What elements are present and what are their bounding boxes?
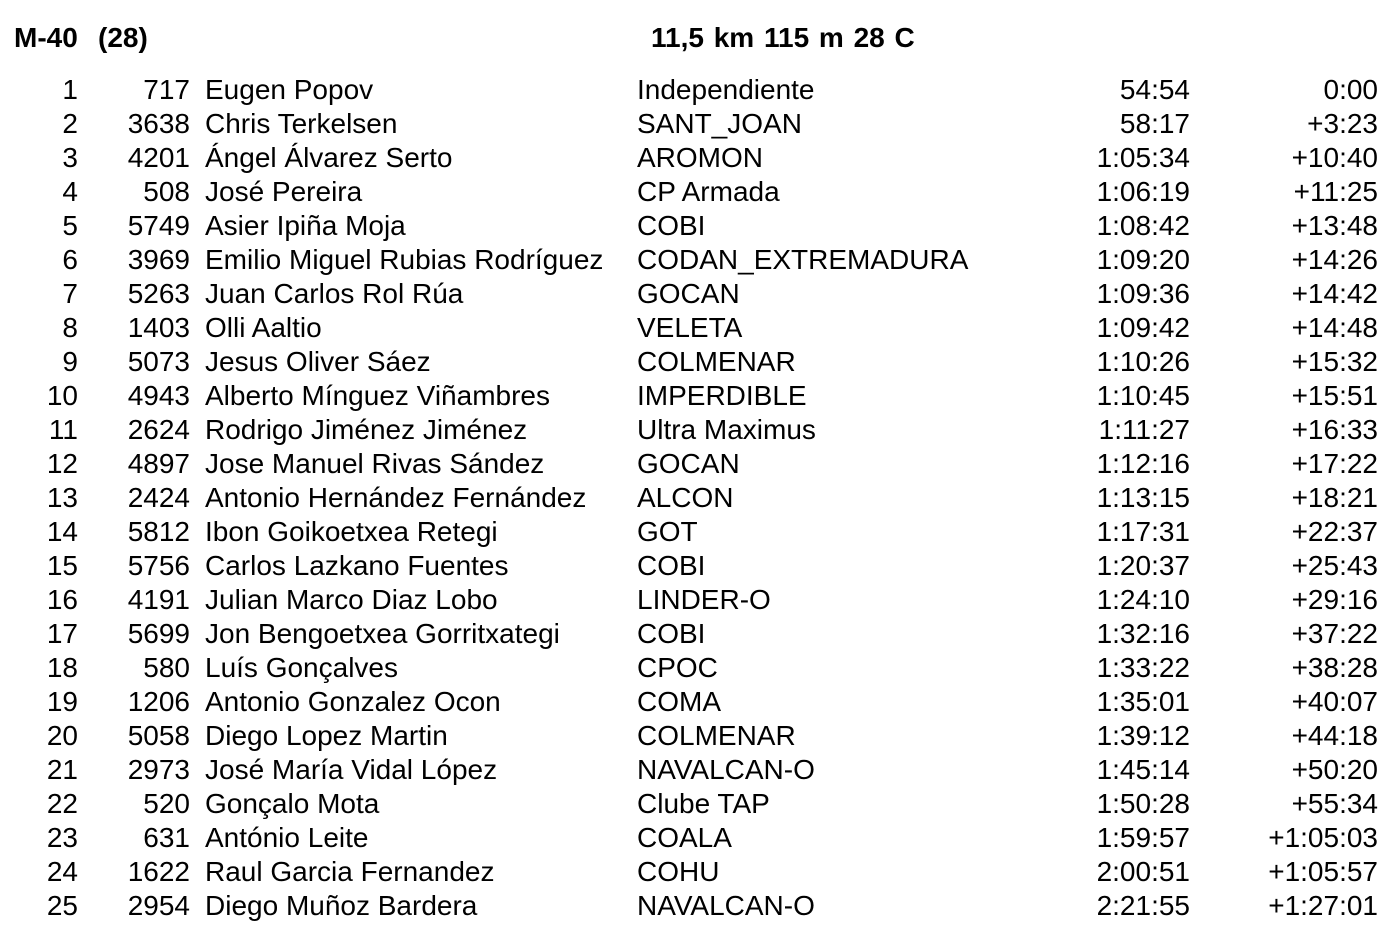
result-club: Clube TAP	[637, 788, 770, 819]
result-row	[0, 718, 1398, 752]
result-row	[0, 310, 1398, 344]
result-time: 1:10:26	[1096, 346, 1190, 377]
result-time-behind: +1:27:01	[1268, 890, 1378, 921]
result-time: 1:50:28	[1096, 788, 1190, 819]
result-time: 54:54	[1119, 74, 1190, 105]
result-position: 7	[62, 278, 78, 309]
result-row	[0, 514, 1398, 548]
result-runner-name: Eugen Popov	[205, 74, 374, 105]
result-runner-name: Luís Gonçalves	[205, 652, 398, 683]
result-time-behind: +11:25	[1293, 176, 1378, 207]
result-runner-name: Julian Marco Diaz Lobo	[205, 584, 498, 615]
result-position: 3	[62, 142, 78, 173]
result-club: SANT_JOAN	[637, 108, 802, 139]
result-bib-number: 520	[143, 788, 190, 819]
result-bib-number: 2624	[127, 414, 190, 445]
result-runner-name: Gonçalo Mota	[205, 788, 380, 819]
result-runner-name: Antonio Gonzalez Ocon	[205, 686, 501, 717]
result-position: 19	[46, 686, 78, 717]
result-row	[0, 616, 1398, 650]
result-runner-name: Chris Terkelsen	[205, 108, 398, 139]
result-club: VELETA	[637, 312, 743, 343]
result-club: GOCAN	[637, 448, 740, 479]
result-club: ALCON	[637, 482, 734, 513]
result-time-behind: +25:43	[1291, 550, 1378, 581]
result-position: 1	[62, 74, 78, 105]
result-position: 9	[62, 346, 78, 377]
result-position: 4	[62, 176, 78, 207]
result-row	[0, 752, 1398, 786]
result-time-behind: +10:40	[1291, 142, 1378, 173]
result-bib-number: 580	[143, 652, 190, 683]
result-bib-number: 3969	[127, 244, 190, 275]
result-bib-number: 5058	[127, 720, 190, 751]
result-time-behind: +18:21	[1291, 482, 1378, 513]
result-position: 25	[46, 890, 78, 921]
result-runner-name: Jesus Oliver Sáez	[205, 346, 431, 377]
result-position: 23	[46, 822, 78, 853]
result-time: 1:06:19	[1096, 176, 1190, 207]
result-runner-name: Asier Ipiña Moja	[205, 210, 406, 241]
result-bib-number: 717	[143, 74, 190, 105]
result-club: COBI	[637, 550, 706, 581]
result-bib-number: 4191	[127, 584, 190, 615]
result-row	[0, 276, 1398, 310]
result-time: 1:09:42	[1096, 312, 1190, 343]
result-bib-number: 5073	[127, 346, 190, 377]
result-row	[0, 446, 1398, 480]
result-position: 21	[46, 754, 78, 785]
result-time-behind: +50:20	[1291, 754, 1378, 785]
result-bib-number: 631	[143, 822, 190, 853]
result-row	[0, 854, 1398, 888]
result-club: COBI	[637, 210, 706, 241]
result-position: 15	[46, 550, 78, 581]
result-club: COMA	[637, 686, 721, 717]
result-club: NAVALCAN-O	[637, 754, 815, 785]
result-club: GOT	[637, 516, 698, 547]
result-club: Independiente	[637, 74, 815, 105]
result-time: 1:59:57	[1096, 822, 1190, 853]
result-time: 1:32:16	[1096, 618, 1190, 649]
result-runner-name: Emilio Miguel Rubias Rodríguez	[205, 244, 604, 275]
result-position: 16	[46, 584, 78, 615]
result-time-behind: +40:07	[1291, 686, 1378, 717]
result-bib-number: 2424	[127, 482, 190, 513]
result-position: 20	[46, 720, 78, 751]
result-bib-number: 4897	[127, 448, 190, 479]
result-time-behind: +1:05:03	[1268, 822, 1378, 853]
result-row	[0, 140, 1398, 174]
result-time: 1:09:36	[1096, 278, 1190, 309]
result-time: 1:24:10	[1096, 584, 1190, 615]
result-bib-number: 1403	[127, 312, 190, 343]
result-bib-number: 4943	[127, 380, 190, 411]
result-time: 1:35:01	[1096, 686, 1190, 717]
result-time-behind: +15:51	[1291, 380, 1378, 411]
result-time: 1:08:42	[1096, 210, 1190, 241]
result-row	[0, 412, 1398, 446]
result-row	[0, 174, 1398, 208]
result-time-behind: +14:42	[1291, 278, 1378, 309]
result-runner-name: Antonio Hernández Fernández	[205, 482, 587, 513]
result-position: 12	[46, 448, 78, 479]
result-runner-name: Ángel Álvarez Serto	[205, 142, 453, 173]
result-runner-name: Olli Aaltio	[205, 312, 322, 343]
result-bib-number: 508	[143, 176, 190, 207]
result-club: CP Armada	[637, 176, 780, 207]
result-time-behind: +16:33	[1291, 414, 1378, 445]
result-club: NAVALCAN-O	[637, 890, 815, 921]
result-runner-name: Raul Garcia Fernandez	[205, 856, 495, 887]
result-time-behind: +38:28	[1291, 652, 1378, 683]
result-bib-number: 5812	[127, 516, 190, 547]
result-row	[0, 582, 1398, 616]
result-time-behind: +14:26	[1291, 244, 1378, 275]
result-runner-name: Diego Muñoz Bardera	[205, 890, 478, 921]
result-row	[0, 480, 1398, 514]
result-time-behind: +29:16	[1291, 584, 1378, 615]
result-time-behind: +44:18	[1291, 720, 1378, 751]
result-club: COLMENAR	[637, 720, 796, 751]
result-runner-name: António Leite	[205, 822, 369, 853]
result-time: 1:05:34	[1096, 142, 1190, 173]
result-bib-number: 2954	[127, 890, 190, 921]
result-runner-name: Jon Bengoetxea Gorritxategi	[205, 618, 560, 649]
result-time: 1:17:31	[1096, 516, 1190, 547]
result-runner-name: Rodrigo Jiménez Jiménez	[205, 414, 528, 445]
result-position: 11	[48, 414, 78, 445]
result-row	[0, 344, 1398, 378]
result-runner-name: José Pereira	[205, 176, 363, 207]
result-time-behind: +22:37	[1291, 516, 1378, 547]
result-time-behind: +55:34	[1291, 788, 1378, 819]
result-time: 1:11:27	[1098, 414, 1190, 445]
result-time: 1:13:15	[1096, 482, 1190, 513]
result-club: Ultra Maximus	[637, 414, 816, 445]
result-club: COHU	[637, 856, 720, 887]
result-runner-name: José María Vidal López	[205, 754, 498, 785]
result-position: 22	[46, 788, 78, 819]
result-time: 2:00:51	[1096, 856, 1190, 887]
result-position: 14	[46, 516, 78, 547]
result-time: 1:12:16	[1096, 448, 1190, 479]
result-time: 1:20:37	[1096, 550, 1190, 581]
result-bib-number: 2973	[127, 754, 190, 785]
course-info: 11,5 km 115 m 28 C	[651, 22, 915, 53]
result-time-behind: 0:00	[1323, 74, 1378, 105]
result-row	[0, 106, 1398, 140]
result-time: 2:21:55	[1096, 890, 1190, 921]
result-time-behind: +15:32	[1291, 346, 1378, 377]
result-club: COALA	[637, 822, 732, 853]
result-club: GOCAN	[637, 278, 740, 309]
result-club: COBI	[637, 618, 706, 649]
result-time: 58:17	[1119, 108, 1190, 139]
result-row	[0, 888, 1398, 922]
result-time-behind: +37:22	[1291, 618, 1378, 649]
result-runner-name: Diego Lopez Martin	[205, 720, 448, 751]
result-row	[0, 378, 1398, 412]
result-time: 1:45:14	[1096, 754, 1190, 785]
result-bib-number: 1622	[127, 856, 190, 887]
result-time: 1:10:45	[1096, 380, 1190, 411]
category-name: M-40	[14, 22, 78, 53]
result-bib-number: 3638	[127, 108, 190, 139]
result-position: 2	[62, 108, 78, 139]
result-row	[0, 72, 1398, 106]
result-bib-number: 4201	[127, 142, 190, 173]
result-club: CPOC	[637, 652, 718, 683]
result-club: IMPERDIBLE	[637, 380, 807, 411]
result-time: 1:39:12	[1096, 720, 1190, 751]
category-header	[0, 0, 1398, 80]
result-bib-number: 5699	[127, 618, 190, 649]
result-club: COLMENAR	[637, 346, 796, 377]
category-count: (28)	[98, 22, 148, 53]
results-table	[0, 72, 1398, 922]
result-club: LINDER-O	[637, 584, 771, 615]
result-runner-name: Ibon Goikoetxea Retegi	[205, 516, 498, 547]
result-club: CODAN_EXTREMADURA	[637, 244, 969, 275]
result-position: 6	[62, 244, 78, 275]
result-position: 18	[46, 652, 78, 683]
result-bib-number: 5749	[127, 210, 190, 241]
result-time: 1:33:22	[1096, 652, 1190, 683]
result-club: AROMON	[637, 142, 763, 173]
result-time-behind: +14:48	[1291, 312, 1378, 343]
result-row	[0, 548, 1398, 582]
result-runner-name: Juan Carlos Rol Rúa	[205, 278, 464, 309]
result-time-behind: +17:22	[1291, 448, 1378, 479]
result-runner-name: Alberto Mínguez Viñambres	[205, 380, 550, 411]
result-time-behind: +1:05:57	[1268, 856, 1378, 887]
result-row	[0, 242, 1398, 276]
result-position: 5	[62, 210, 78, 241]
result-time-behind: +3:23	[1307, 108, 1378, 139]
result-bib-number: 5263	[127, 278, 190, 309]
result-position: 8	[62, 312, 78, 343]
result-time-behind: +13:48	[1291, 210, 1378, 241]
result-row	[0, 208, 1398, 242]
result-row	[0, 684, 1398, 718]
result-row	[0, 786, 1398, 820]
result-position: 17	[46, 618, 78, 649]
result-bib-number: 5756	[127, 550, 190, 581]
result-runner-name: Carlos Lazkano Fuentes	[205, 550, 509, 581]
result-runner-name: Jose Manuel Rivas Sández	[205, 448, 545, 479]
result-position: 10	[46, 380, 78, 411]
result-bib-number: 1206	[127, 686, 190, 717]
result-time: 1:09:20	[1096, 244, 1190, 275]
result-row	[0, 650, 1398, 684]
result-row	[0, 820, 1398, 854]
result-position: 24	[46, 856, 78, 887]
result-position: 13	[46, 482, 78, 513]
